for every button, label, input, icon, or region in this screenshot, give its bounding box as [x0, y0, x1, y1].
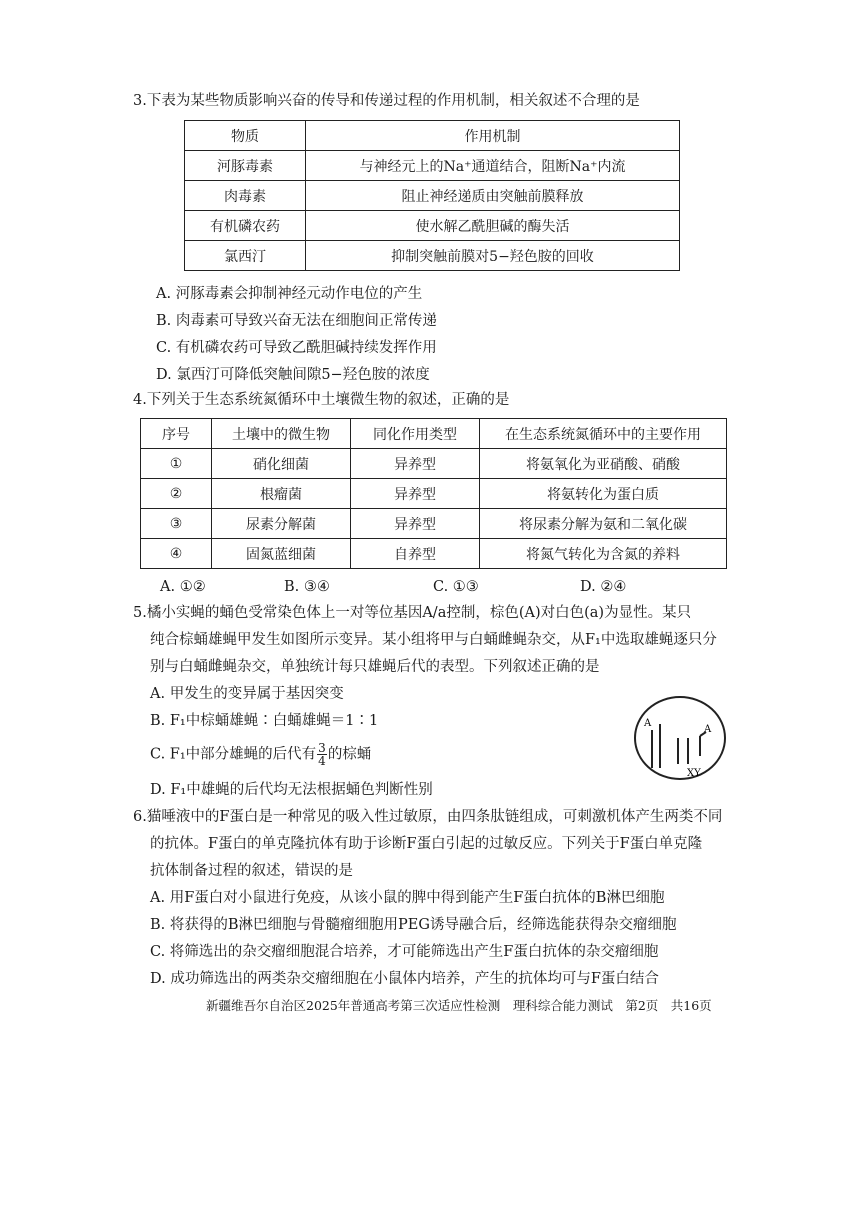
chromosome-figure: [632, 694, 728, 782]
q6-stem-line-1: 6.猫唾液中的F蛋白是一种常见的吸入性过敏原，由四条肽链组成，可刺激机体产生两类不同: [133, 809, 723, 825]
q6-stem-line-3: 抗体制备过程的叙述，错误的是: [150, 863, 353, 879]
q5-option-c: [150, 742, 371, 767]
q4-cell: 将尿素分解为氨和二氧化碳: [480, 509, 727, 539]
q3-option-a: A. 河豚毒素会抑制神经元动作电位的产生: [156, 286, 423, 302]
q6-option-b: B. 将获得的B淋巴细胞与骨髓瘤细胞用PEG诱导融合后，经筛选能获得杂交瘤细胞: [150, 917, 677, 933]
q4-cell: 异养型: [351, 449, 480, 479]
gene-label-left: A: [644, 718, 652, 729]
q3-stem: 3.下表为某些物质影响兴奋的传导和传递过程的作用机制，相关叙述不合理的是: [133, 93, 640, 109]
q4-cell: ①: [141, 449, 212, 479]
q4-option-d: D. ②④: [580, 579, 627, 595]
q4-table: [140, 418, 727, 569]
q3-cell: 有机磷农药: [185, 211, 306, 241]
q3-option-d: D. 氯西汀可降低突触间隙5−羟色胺的浓度: [156, 367, 430, 383]
q4-cell: 尿素分解菌: [212, 509, 351, 539]
q5-stem-line-2: 纯合棕蛹雄蝇甲发生如图所示变异。某小组将甲与白蛹雌蝇杂交，从F₁中选取雄蝇逐只分: [150, 632, 717, 648]
cell-outline: [635, 697, 725, 779]
q3-cell: 与神经元上的Na⁺通道结合，阻断Na⁺内流: [306, 151, 680, 181]
sex-chromosome-label: XY: [687, 768, 701, 779]
q4-cell: ②: [141, 479, 212, 509]
q3-cell: 抑制突触前膜对5−羟色胺的回收: [306, 241, 680, 271]
q5-option-b: B. F₁中棕蛹雄蝇∶白蛹雄蝇＝1∶1: [150, 713, 379, 729]
q4-stem: 4.下列关于生态系统氮循环中土壤微生物的叙述，正确的是: [133, 392, 510, 408]
q4-cell: 硝化细菌: [212, 449, 351, 479]
q4-header: 序号: [141, 419, 212, 449]
q4-header: 同化作用类型: [351, 419, 480, 449]
q3-cell: 阻止神经递质由突触前膜释放: [306, 181, 680, 211]
q3-cell: 肉毒素: [185, 181, 306, 211]
q3-cell: 河豚毒素: [185, 151, 306, 181]
q4-cell: 将氨氧化为亚硝酸、硝酸: [480, 449, 727, 479]
q4-cell: 将氨转化为蛋白质: [480, 479, 727, 509]
page-footer: 新疆维吾尔自治区2025年普通高考第三次适应性检测 理科综合能力测试 第2页 共16页: [206, 998, 712, 1013]
q4-cell: 将氮气转化为含氮的养料: [480, 539, 727, 569]
q4-header: 土壤中的微生物: [212, 419, 351, 449]
q3-table: [184, 120, 680, 271]
q5-stem-line-1: 5.橘小实蝇的蛹色受常染色体上一对等位基因A/a控制，棕色(A)对白色(a)为显性。某只: [133, 605, 692, 621]
q4-option-c: C. ①③: [433, 579, 479, 595]
q5-option-d: D. F₁中雄蝇的后代均无法根据蛹色判断性别: [150, 782, 433, 798]
q4-header: 在生态系统氮循环中的主要作用: [480, 419, 727, 449]
q3-header-mechanism: 作用机制: [306, 121, 680, 151]
q5-option-c-text-post: 的棕蛹: [327, 746, 372, 763]
q3-option-c: C. 有机磷农药可导致乙酰胆碱持续发挥作用: [156, 340, 437, 356]
q6-option-a: A. 用F蛋白对小鼠进行免疫，从该小鼠的脾中得到能产生F蛋白抗体的B淋巴细胞: [150, 890, 665, 906]
q5-stem-line-3: 别与白蛹雌蝇杂交，单独统计每只雄蝇后代的表型。下列叙述正确的是: [150, 659, 600, 675]
q5-option-a: A. 甲发生的变异属于基因突变: [150, 686, 344, 702]
q4-cell: 固氮蓝细菌: [212, 539, 351, 569]
q4-cell: 根瘤菌: [212, 479, 351, 509]
q4-cell: ④: [141, 539, 212, 569]
q5-fraction-denominator: 4: [318, 754, 326, 768]
q5-fraction: [317, 742, 327, 767]
q4-option-b: B. ③④: [284, 579, 330, 595]
q6-option-d: D. 成功筛选出的两类杂交瘤细胞在小鼠体内培养，产生的抗体均可与F蛋白结合: [150, 971, 659, 987]
q3-header-substance: 物质: [185, 121, 306, 151]
q4-cell: 异养型: [351, 509, 480, 539]
q6-stem-line-2: 的抗体。F蛋白的单克隆抗体有助于诊断F蛋白引起的过敏反应。下列关于F蛋白单克隆: [150, 836, 703, 852]
q3-option-b: B. 肉毒素可导致兴奋无法在细胞间正常传递: [156, 313, 437, 329]
q5-fraction-numerator: 3: [318, 741, 326, 755]
q3-cell: 使水解乙酰胆碱的酶失活: [306, 211, 680, 241]
q5-option-c-text-pre: C. F₁中部分雄蝇的后代有: [150, 746, 317, 763]
q4-cell: 自养型: [351, 539, 480, 569]
q4-cell: 异养型: [351, 479, 480, 509]
gene-label-right: A: [704, 724, 712, 735]
q3-cell: 氯西汀: [185, 241, 306, 271]
q6-option-c: C. 将筛选出的杂交瘤细胞混合培养，才可能筛选出产生F蛋白抗体的杂交瘤细胞: [150, 944, 659, 960]
q4-option-a: A. ①②: [160, 579, 206, 595]
q4-cell: ③: [141, 509, 212, 539]
